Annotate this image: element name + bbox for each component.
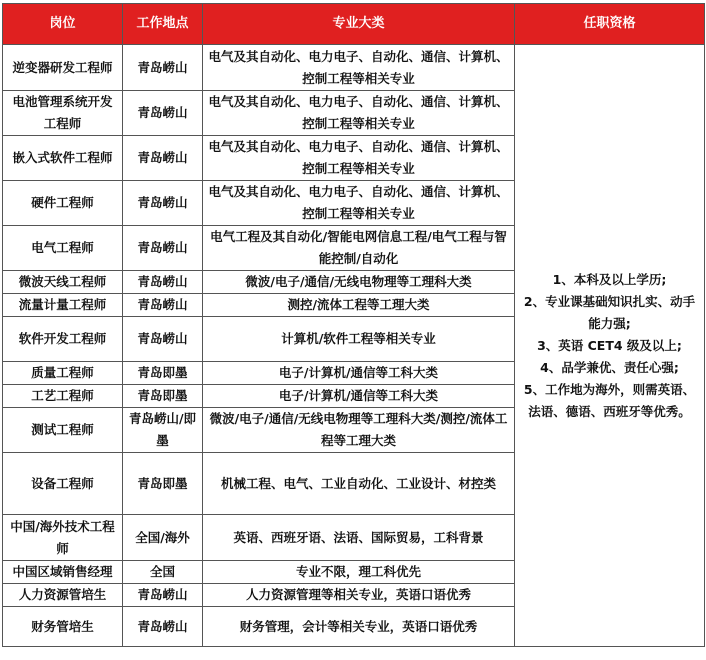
position-cell: 工艺工程师 xyxy=(3,385,123,408)
location-cell: 青岛崂山 xyxy=(123,45,203,91)
major-cell: 电气及其自动化、电力电子、自动化、通信、计算机、控制工程等相关专业 xyxy=(203,181,515,226)
position-cell: 电气工程师 xyxy=(3,226,123,271)
position-cell: 逆变器研发工程师 xyxy=(3,45,123,91)
major-cell: 电气工程及其自动化/智能电网信息工程/电气工程与智能控制/自动化 xyxy=(203,226,515,271)
major-cell: 机械工程、电气、工业自动化、工业设计、材控类 xyxy=(203,453,515,515)
position-cell: 嵌入式软件工程师 xyxy=(3,136,123,181)
major-cell: 电气及其自动化、电力电子、自动化、通信、计算机、控制工程等相关专业 xyxy=(203,45,515,91)
position-cell: 硬件工程师 xyxy=(3,181,123,226)
position-cell: 财务管培生 xyxy=(3,607,123,647)
location-cell: 全国/海外 xyxy=(123,515,203,561)
major-cell: 电子/计算机/通信等工科大类 xyxy=(203,362,515,385)
major-cell: 计算机/软件工程等相关专业 xyxy=(203,317,515,362)
header-location: 工作地点 xyxy=(123,4,203,45)
location-cell: 青岛崂山 xyxy=(123,226,203,271)
qualification-item: 3、英语 CET4 级及以上; xyxy=(537,337,682,353)
location-cell: 青岛崂山 xyxy=(123,584,203,607)
location-cell: 青岛即墨 xyxy=(123,385,203,408)
position-cell: 中国/海外技术工程师 xyxy=(3,515,123,561)
position-cell: 质量工程师 xyxy=(3,362,123,385)
location-cell: 青岛崂山 xyxy=(123,294,203,317)
position-cell: 测试工程师 xyxy=(3,408,123,453)
location-cell: 青岛崂山 xyxy=(123,136,203,181)
header-row xyxy=(3,4,705,45)
major-cell: 电子/计算机/通信等工科大类 xyxy=(203,385,515,408)
position-cell: 软件开发工程师 xyxy=(3,317,123,362)
table-row xyxy=(3,45,705,91)
location-cell: 青岛崂山 xyxy=(123,271,203,294)
qualification-item: 4、品学兼优、责任心强; xyxy=(540,359,679,375)
major-cell: 电气及其自动化、电力电子、自动化、通信、计算机、控制工程等相关专业 xyxy=(203,91,515,136)
position-cell: 流量计量工程师 xyxy=(3,294,123,317)
location-cell: 青岛崂山/即墨 xyxy=(123,408,203,453)
header-qualifications: 任职资格 xyxy=(515,4,705,45)
major-cell: 微波/电子/通信/无线电物理等工理科大类/测控/流体工程等工理大类 xyxy=(203,408,515,453)
qualification-item: 2、专业课基础知识扎实、动手能力强; xyxy=(523,293,696,331)
recruitment-table xyxy=(2,3,705,647)
position-cell: 电池管理系统开发工程师 xyxy=(3,91,123,136)
location-cell: 青岛崂山 xyxy=(123,181,203,226)
qualification-item: 1、本科及以上学历; xyxy=(552,271,667,287)
location-cell: 青岛崂山 xyxy=(123,607,203,647)
header-position: 岗位 xyxy=(3,4,123,45)
position-cell: 微波天线工程师 xyxy=(3,271,123,294)
major-cell: 英语、西班牙语、法语、国际贸易，工科背景 xyxy=(203,515,515,561)
major-cell: 测控/流体工程等工理大类 xyxy=(203,294,515,317)
qualifications-cell xyxy=(515,45,705,647)
major-cell: 微波/电子/通信/无线电物理等工理科大类 xyxy=(203,271,515,294)
position-cell: 中国区域销售经理 xyxy=(3,561,123,584)
location-cell: 全国 xyxy=(123,561,203,584)
major-cell: 电气及其自动化、电力电子、自动化、通信、计算机、控制工程等相关专业 xyxy=(203,136,515,181)
qualification-item: 5、工作地为海外，则需英语、法语、德语、西班牙等优秀。 xyxy=(523,381,696,419)
location-cell: 青岛即墨 xyxy=(123,362,203,385)
major-cell: 专业不限，理工科优先 xyxy=(203,561,515,584)
location-cell: 青岛崂山 xyxy=(123,317,203,362)
major-cell: 财务管理，会计等相关专业，英语口语优秀 xyxy=(203,607,515,647)
location-cell: 青岛即墨 xyxy=(123,453,203,515)
location-cell: 青岛崂山 xyxy=(123,91,203,136)
header-major: 专业大类 xyxy=(203,4,515,45)
position-cell: 人力资源管培生 xyxy=(3,584,123,607)
position-cell: 设备工程师 xyxy=(3,453,123,515)
major-cell: 人力资源管理等相关专业，英语口语优秀 xyxy=(203,584,515,607)
